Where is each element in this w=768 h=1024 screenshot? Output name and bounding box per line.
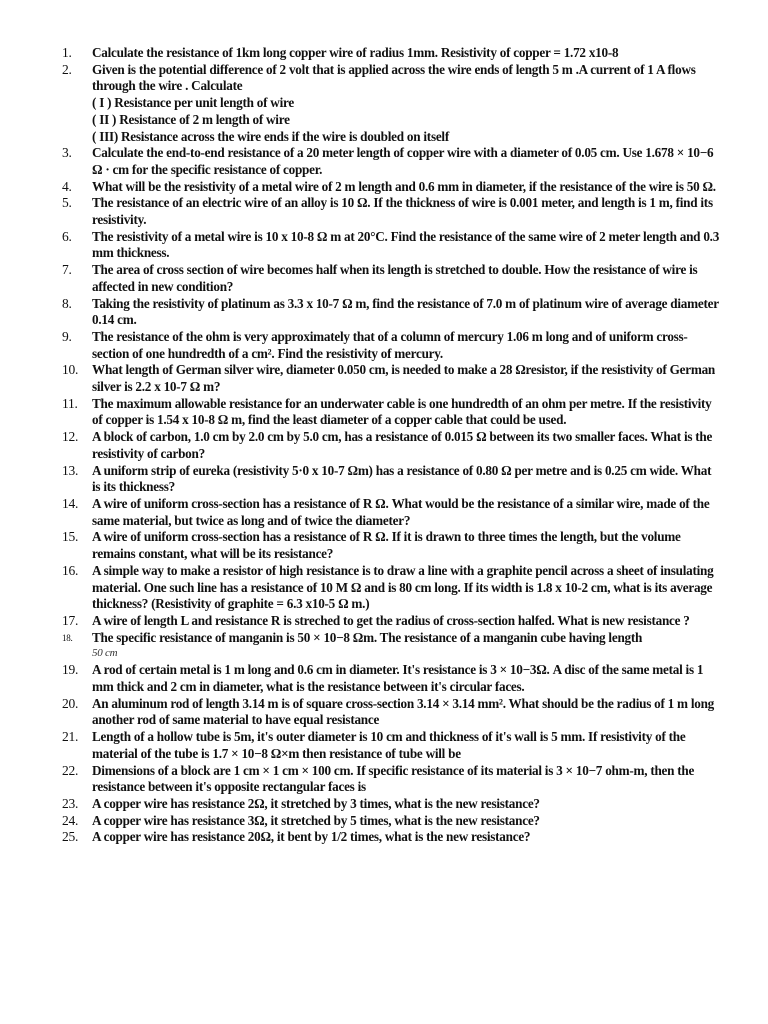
question-item xyxy=(62,729,722,762)
question-text: A uniform strip of eureka (resistivity 5·0 x 10-7 Ωm) has a resistance of 0.80 Ω per metre and is 0.25 cm wide. What is its thickness? xyxy=(92,462,712,495)
question-item xyxy=(62,396,722,429)
question-item xyxy=(62,463,722,496)
question-text: A block of carbon, 1.0 cm by 2.0 cm by 5.0 cm, has a resistance of 0.015 Ω between its two smaller faces. What is the resistivity of carbon? xyxy=(92,429,713,461)
question-item xyxy=(62,229,722,262)
question-text: A wire of length L and resistance R is streched to get the radius of cross-section halfed. What is new resistance ? xyxy=(92,612,690,628)
sub-question: ( II ) Resistance of 2 m length of wire xyxy=(92,111,290,127)
question-item xyxy=(62,45,722,62)
question-number: 20. xyxy=(62,695,79,711)
question-number: 22. xyxy=(62,762,79,778)
question-number: 23. xyxy=(62,795,79,811)
question-text: The area of cross section of wire becomes half when its length is stretched to double. How the resistance of wire is affected in new condition? xyxy=(92,262,698,294)
question-number: 24. xyxy=(62,812,79,828)
question-number: 3. xyxy=(62,145,72,161)
sub-question: ( III) Resistance across the wire ends if the wire is doubled on itself xyxy=(92,128,449,144)
question-text: The resistivity of a metal wire is 10 x 10-8 Ω m at 20°C. Find the resistance of the same wire of 2 meter length and 0.3 mm thickness. xyxy=(92,228,720,261)
question-number: 14. xyxy=(62,495,79,511)
question-item xyxy=(62,529,722,562)
question-item xyxy=(62,630,722,661)
question-item xyxy=(62,496,722,529)
question-text: A copper wire has resistance 20Ω, it bent by 1/2 times, what is the new resistance? xyxy=(92,829,531,845)
question-number: 1. xyxy=(62,45,72,60)
question-text: A copper wire has resistance 3Ω, it stretched by 5 times, what is the new resistance? xyxy=(92,812,540,828)
sub-question: ( I ) Resistance per unit length of wire xyxy=(92,95,294,111)
question-item xyxy=(62,145,722,178)
question-number: 10. xyxy=(62,362,79,378)
question-text: A copper wire has resistance 2Ω, it stretched by 3 times, what is the new resistance? xyxy=(92,795,540,811)
question-number: 25. xyxy=(62,829,79,845)
question-text: Taking the resistivity of platinum as 3.3 x 10-7 Ω m, find the resistance of 7.0 m of platinum wire of average diameter 0.14 cm. xyxy=(92,295,719,328)
question-item xyxy=(62,429,722,462)
question-text: A wire of uniform cross-section has a resistance of R Ω. What would be the resistance of a similar wire, made of the same material, but twice as long and of twice the diameter? xyxy=(92,495,710,528)
question-number: 13. xyxy=(62,462,79,478)
question-text: A simple way to make a resistor of high resistance is to draw a line with a graphite pencil across a sheet of insulating material. One such line has a resistance of 10 M Ω and is 80 cm long. If its width is 1.8 x 10-2 cm, what is its average thickness? (Resistivity of graphite = 6.3 x10-5 Ω m.) xyxy=(92,562,714,612)
question-number: 8. xyxy=(62,295,72,311)
question-item xyxy=(62,362,722,395)
question-item xyxy=(62,329,722,362)
question-number: 18. xyxy=(62,632,73,643)
question-number: 4. xyxy=(62,178,72,194)
question-item xyxy=(62,296,722,329)
question-text: Length of a hollow tube is 5m, it's outer diameter is 10 cm and thickness of it's wall is 5 mm. If resistivity of the material of the tube is 1.7 × 10−8 Ω×m then resistance of tube will be xyxy=(92,729,686,761)
question-number: 17. xyxy=(62,612,79,628)
question-item xyxy=(62,796,722,813)
question-text: Calculate the end-to-end resistance of a 20 meter length of copper wire with a diameter of 0.05 cm. Use 1.678 × 10−6 Ω · cm for the specific resistance of copper. xyxy=(92,145,714,177)
question-number: 19. xyxy=(62,662,79,678)
question-number: 5. xyxy=(62,195,72,211)
question-number: 7. xyxy=(62,262,72,278)
question-unit-line: 50 cm xyxy=(92,647,118,660)
question-number: 15. xyxy=(62,529,79,545)
question-text: The specific resistance of manganin is 50 × 10−8 Ωm. The resistance of a manganin cube having length xyxy=(92,629,643,645)
question-number: 21. xyxy=(62,729,79,745)
question-text: What length of German silver wire, diameter 0.050 cm, is needed to make a 28 Ωresistor, if the resistivity of German silver is 2.2 x 10-7 Ω m? xyxy=(92,362,716,395)
question-item xyxy=(62,62,722,146)
question-item xyxy=(62,763,722,796)
question-text: An aluminum rod of length 3.14 m is of square cross-section 3.14 × 3.14 mm². What should be the radius of 1 m long another rod of same material to have equal resistance xyxy=(92,695,715,728)
question-item xyxy=(62,195,722,228)
question-list xyxy=(62,45,722,846)
question-text: The maximum allowable resistance for an underwater cable is one hundredth of an ohm per metre. If the resistivity of copper is 1.54 x 10-8 Ω m, find the least diameter of a copper cable that could be used. xyxy=(92,395,712,428)
question-item xyxy=(62,813,722,830)
question-item xyxy=(62,662,722,695)
question-number: 16. xyxy=(62,562,79,578)
question-text: A wire of uniform cross-section has a resistance of R Ω. If it is drawn to three times the length, but the volume remains constant, what will be its resistance? xyxy=(92,529,681,562)
question-number: 6. xyxy=(62,228,72,244)
question-item xyxy=(62,696,722,729)
question-number: 11. xyxy=(62,395,78,411)
question-text: Calculate the resistance of 1km long copper wire of radius 1mm. Resistivity of copper = 1.72 x10-8 xyxy=(92,45,619,60)
question-item xyxy=(62,179,722,196)
question-text: Dimensions of a block are 1 cm × 1 cm × 100 cm. If specific resistance of its material is 3 × 10−7 ohm-m, then the resistance between it's opposite rectangular faces is xyxy=(92,762,695,795)
question-item xyxy=(62,262,722,295)
question-item xyxy=(62,613,722,630)
question-text: The resistance of the ohm is very approximately that of a column of mercury 1.06 m long and of uniform cross-section of one hundredth of a cm². Find the resistivity of mercury. xyxy=(92,328,688,361)
question-text: A rod of certain metal is 1 m long and 0.6 cm in diameter. It's resistance is 3 × 10−3Ω. A disc of the same metal is 1 mm thick and 2 cm in diameter, what is the resistance between it's circular faces. xyxy=(92,662,704,695)
question-text: Given is the potential difference of 2 volt that is applied across the wire ends of length 5 m .A current of 1 A flows through the wire . Calculate xyxy=(92,61,696,94)
question-text: What will be the resistivity of a metal wire of 2 m length and 0.6 mm in diameter, if the resistance of the wire is 50 Ω. xyxy=(92,178,716,194)
question-item xyxy=(62,829,722,846)
question-number: 9. xyxy=(62,328,72,344)
question-number: 12. xyxy=(62,429,79,445)
question-text: The resistance of an electric wire of an alloy is 10 Ω. If the thickness of wire is 0.001 meter, and length is 1 m, find its resistivity. xyxy=(92,195,713,228)
question-item xyxy=(62,563,722,613)
question-number: 2. xyxy=(62,61,72,77)
